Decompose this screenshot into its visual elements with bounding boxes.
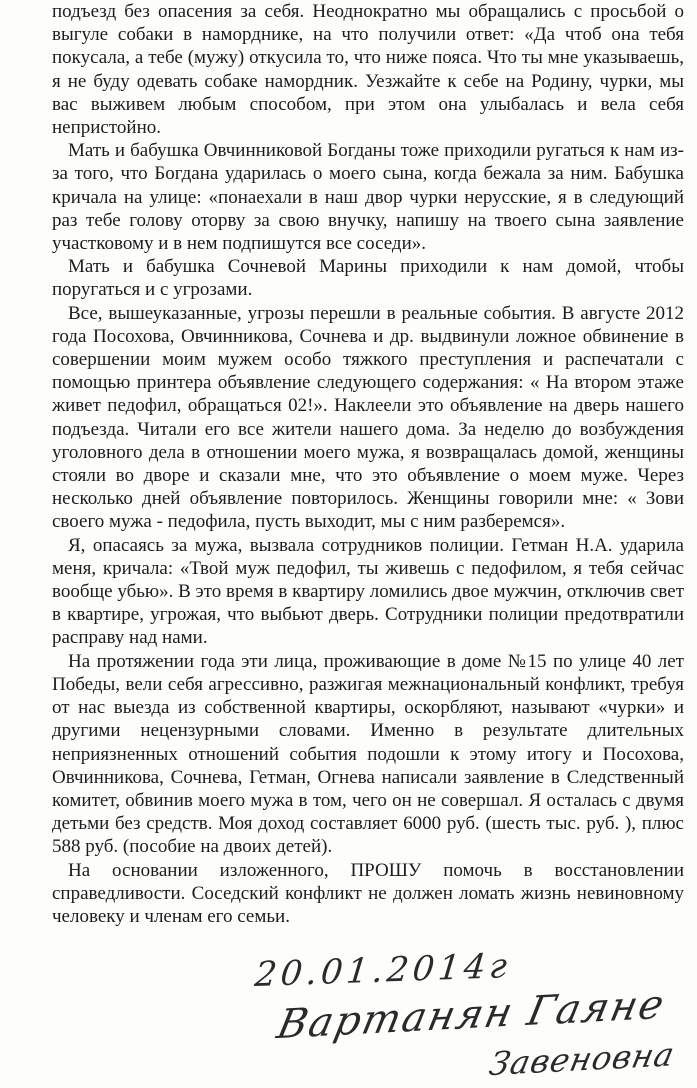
paragraph-threats-real: Все, вышеуказанные, угрозы перешли в реальные события. В августе 2012 года Посохова, Овчинникова, Сочнева и др. выдвинули ложное обвинение в совершении моим мужем особо тяжкого преступления и распечатали с помощью принтера объявление следующего содержания: « На втором этаже живет педофил, обращаться 02!». Наклеели это объявление на дверь нашего подъезда. Читали его все жители нашего дома. За неделю до возбуждения уголовного дела в отношении моего мужа, я возвращалась домой, женщины стояли во дворе и сказали мне, что это объявление о моем муже. Через несколько дней объявление повторилось. Женщины говорили мне: « Зови своего мужа - педофила, пусть выходит, мы с ним разберемся». bbox=[52, 302, 684, 533]
paragraph-dog-muzzle: подъезд без опасения за себя. Неоднократно мы обращались с просьбой о выгуле собаки в наморднике, на что получили ответ: «Да чтоб она тебя покусала, а тебе (мужу) откусила то, что ниже пояса. Что ты мне указываешь, я не буду одевать собаке намордник. Уезжайте к себе на Родину, чурки, мы вас выживем любым способом, при этом она улыбалась и вела себя непристойно. bbox=[52, 1, 684, 139]
handwritten-signature-name: Вартанян Гаяне bbox=[273, 981, 670, 1049]
handwritten-date: 20.01.2014г bbox=[252, 945, 513, 996]
handwritten-signature-patronymic: Завеновна bbox=[485, 1035, 679, 1084]
letter-body bbox=[52, 0, 684, 928]
paragraph-police-call: Я, опасаясь за мужа, вызвала сотрудников полиции. Гетман Н.А. ударила меня, кричала: «Твой муж педофил, ты живешь с педофилом, я тебя сейчас вообще убью». В это время в квартиру ломились двое мужчин, отключив свет в квартире, угрожая, что выбьют дверь. Сотрудники полиции предотвратили расправу над нами. bbox=[52, 534, 684, 649]
paragraph-sochneva: Мать и бабушка Сочневой Марины приходили к нам домой, чтобы поругаться и с угрозами. bbox=[52, 256, 684, 301]
paragraph-ovchinnikova: Мать и бабушка Овчинниковой Богданы тоже приходили ругаться к нам из-за того, что Богдана ударилась о моего сына, когда бежала за ним. Бабушка кричала на улице: «понаехали в наш двор чурки нерусские, я в следующий раз тебе голову оторву за свою внучку, напишу на твоего сына заявление участковому и в нем подпишутся все соседи». bbox=[52, 140, 684, 255]
paragraph-year-conflict: На протяжении года эти лица, проживающие в доме №15 по улице 40 лет Победы, вели себя агрессивно, разжигая межнациональный конфликт, требуя от нас выезда из собственной квартиры, оскорбляют, называют «чурки» и другими нецензурными словами. Именно в результате длительных неприязненных отношений события подошли к этому итогу и Посохова, Овчинникова, Сочнева, Гетман, Огнева написали заявление в Следственный комитет, обвинив моего мужа в том, чего он не совершал. Я осталась с двумя детьми без средств. Моя доход составляет 6000 руб. (шесть тыс. руб. ), плюс 588 руб. (пособие на двоих детей). bbox=[52, 650, 684, 858]
paragraph-request: На основании изложенного, ПРОШУ помочь в восстановлении справедливости. Соседский конфликт не должен ломать жизнь невиновному человеку и членам его семьи. bbox=[52, 859, 684, 927]
